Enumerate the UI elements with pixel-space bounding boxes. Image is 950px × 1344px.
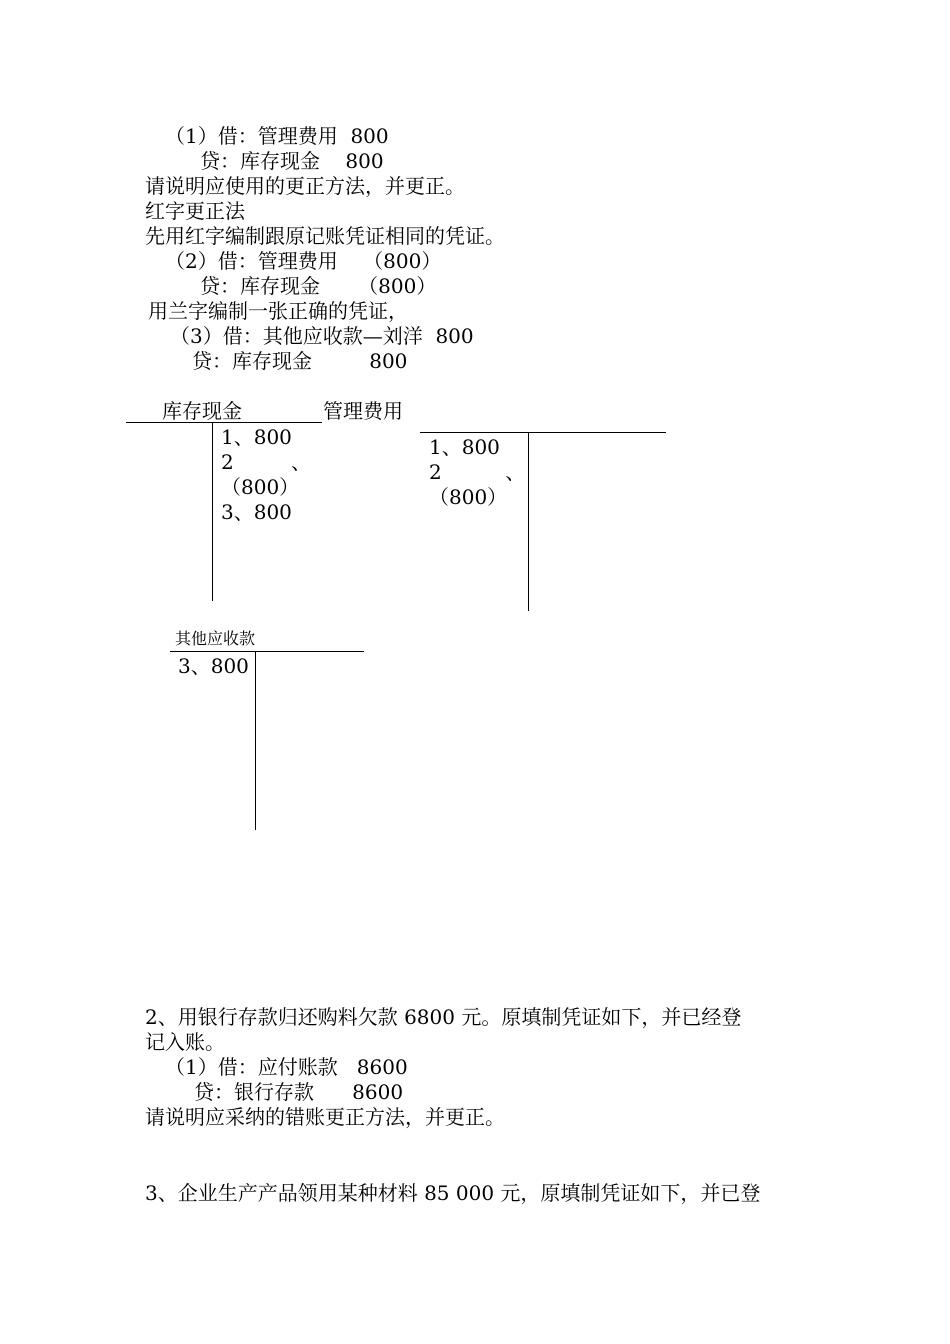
t-account-cash-entry: 1、800 bbox=[221, 425, 292, 449]
q1-red-credit: 贷：库存现金 （800） bbox=[200, 274, 437, 298]
t-account-cash-entry: 2 、 bbox=[221, 450, 311, 474]
t-account-cash-entry: （800） bbox=[221, 475, 300, 499]
t-account-other-entry: 3、800 bbox=[178, 654, 249, 678]
q1-blue-debit: （3）借：其他应收款—刘洋 800 bbox=[170, 324, 474, 348]
t-account-cash-hline bbox=[126, 422, 322, 423]
t-account-admin-entry: 2 、 bbox=[429, 460, 526, 484]
q1-method: 红字更正法 bbox=[145, 199, 245, 223]
q1-step1: 先用红字编制跟原记账凭证相同的凭证。 bbox=[145, 224, 505, 248]
q1-entry-credit: 贷：库存现金 800 bbox=[200, 149, 384, 173]
q2-entry-debit: （1）借：应付账款 8600 bbox=[165, 1055, 408, 1079]
t-account-other-vline bbox=[255, 652, 256, 830]
q2-line2: 记入账。 bbox=[145, 1030, 225, 1054]
t-account-admin-title: 管理费用 bbox=[323, 399, 403, 423]
q2-question: 请说明应采纳的错账更正方法，并更正。 bbox=[145, 1105, 505, 1129]
t-account-cash-vline bbox=[212, 423, 213, 601]
q3-line1: 3、企业生产产品领用某种材料 85 000 元，原填制凭证如下，并已登 bbox=[145, 1181, 761, 1205]
t-account-other-hline bbox=[170, 651, 364, 652]
q2-line1: 2、用银行存款归还购料欠款 6800 元。原填制凭证如下，并已经登 bbox=[145, 1005, 742, 1029]
t-account-cash-entry: 3、800 bbox=[221, 500, 292, 524]
t-account-admin-hline bbox=[420, 432, 666, 433]
q1-question: 请说明应使用的更正方法，并更正。 bbox=[145, 174, 465, 198]
t-account-admin-vline bbox=[528, 433, 529, 611]
t-account-admin-entry: 1、800 bbox=[429, 435, 500, 459]
q1-step2: 用兰字编制一张正确的凭证， bbox=[148, 299, 408, 323]
t-account-other-title: 其他应收款 bbox=[175, 629, 256, 648]
q1-red-debit: （2）借：管理费用 （800） bbox=[165, 249, 442, 273]
t-account-admin-entry: （800） bbox=[429, 485, 508, 509]
q2-entry-credit: 贷：银行存款 8600 bbox=[194, 1080, 404, 1104]
t-account-cash-title: 库存现金 bbox=[162, 399, 242, 423]
q1-entry-debit: （1）借：管理费用 800 bbox=[165, 124, 389, 148]
q1-blue-credit: 贷：库存现金 800 bbox=[192, 349, 408, 373]
